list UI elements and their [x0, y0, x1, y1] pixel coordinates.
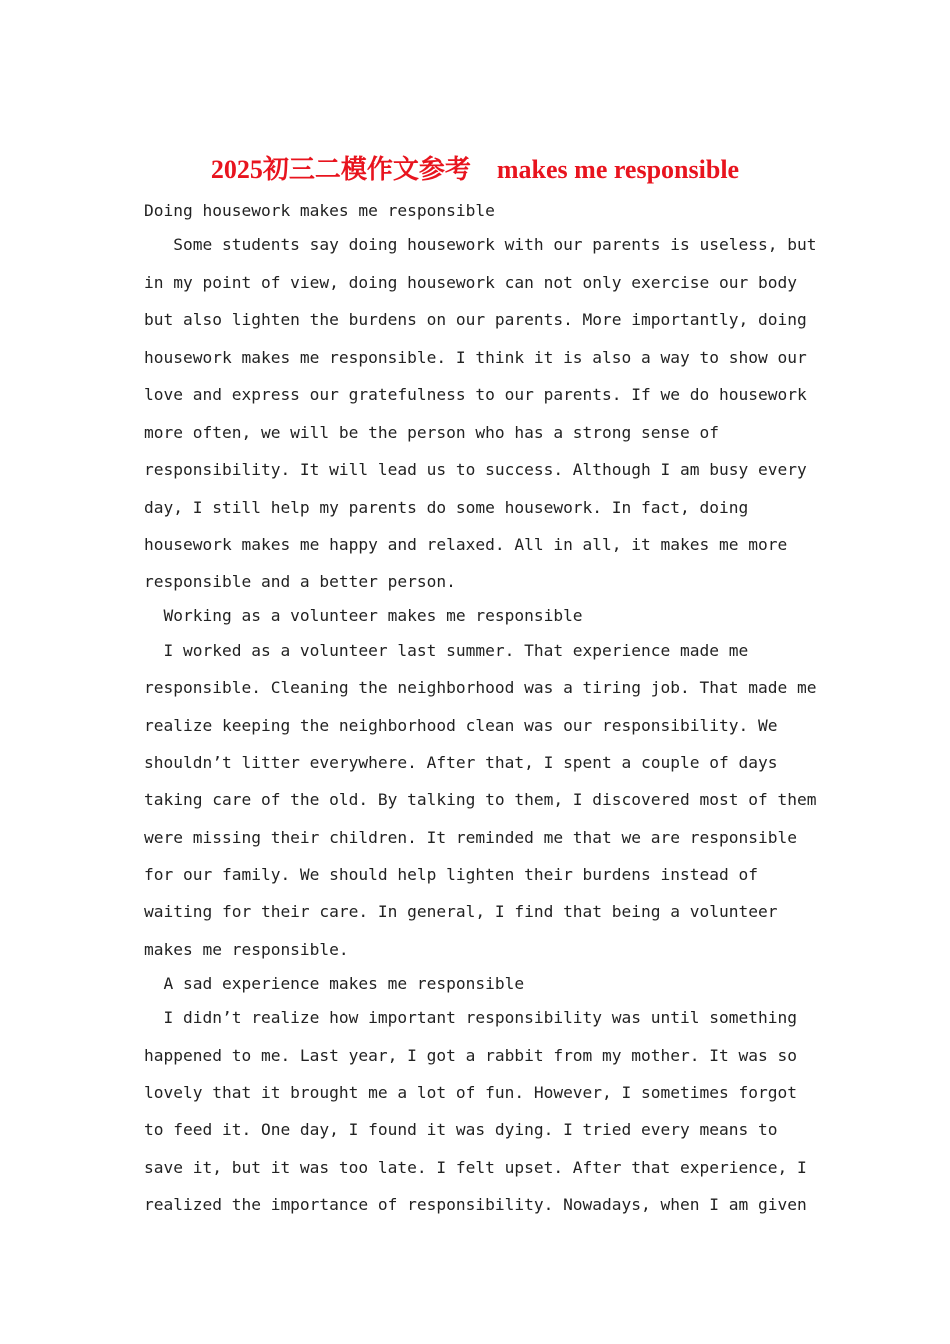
- section-heading: Doing housework makes me responsible: [144, 201, 495, 220]
- section-heading: Working as a volunteer makes me responsible: [144, 606, 583, 625]
- paragraph-line: realized the importance of responsibility. Nowadays, when I am given: [144, 1195, 807, 1214]
- paragraph-line: but also lighten the burdens on our parents. More importantly, doing: [144, 310, 807, 329]
- section-heading: A sad experience makes me responsible: [144, 973, 525, 993]
- paragraph-line: more often, we will be the person who has a strong sense of: [144, 422, 719, 442]
- paragraph-line: were missing their children. It reminded me that we are responsible: [144, 827, 797, 847]
- paragraph-line: responsible. Cleaning the neighborhood was a tiring job. That made me: [144, 678, 817, 697]
- paragraph-line: in my point of view, doing housework can not only exercise our body: [144, 272, 797, 292]
- paragraph-line: taking care of the old. By talking to them, I discovered most of them: [144, 790, 817, 809]
- paragraph-line: I didn’t realize how important responsibility was until something: [144, 1008, 797, 1027]
- paragraph-line: to feed it. One day, I found it was dying. I tried every means to: [144, 1120, 778, 1139]
- paragraph-line: day, I still help my parents do some housework. In fact, doing: [144, 497, 749, 517]
- paragraph-line: waiting for their care. In general, I find that being a volunteer: [144, 902, 778, 921]
- paragraph-line: makes me responsible.: [144, 939, 349, 959]
- paragraph-line: responsible and a better person.: [144, 572, 456, 591]
- paragraph-line: housework makes me happy and relaxed. All in all, it makes me more: [144, 535, 788, 554]
- paragraph-line: love and express our gratefulness to our parents. If we do housework: [144, 385, 807, 404]
- paragraph-line: save it, but it was too late. I felt upset. After that experience, I: [144, 1157, 807, 1177]
- paragraph-line: shouldn’t litter everywhere. After that, I spent a couple of days: [144, 753, 778, 772]
- paragraph-line: responsibility. It will lead us to success. Although I am busy every: [144, 460, 807, 479]
- paragraph-line: I worked as a volunteer last summer. That experience made me: [144, 640, 749, 660]
- paragraph-line: realize keeping the neighborhood clean was our responsibility. We: [144, 715, 778, 735]
- paragraph-line: housework makes me responsible. I think it is also a way to show our: [144, 347, 807, 367]
- paragraph-line: lovely that it brought me a lot of fun. However, I sometimes forgot: [144, 1083, 797, 1102]
- paragraph-line: Some students say doing housework with our parents is useless, but: [144, 235, 817, 254]
- paragraph-line: for our family. We should help lighten their burdens instead of: [144, 865, 758, 884]
- document-title: 2025初三二模作文参考 makes me responsible: [210, 155, 740, 184]
- paragraph-line: happened to me. Last year, I got a rabbit from my mother. It was so: [144, 1045, 797, 1065]
